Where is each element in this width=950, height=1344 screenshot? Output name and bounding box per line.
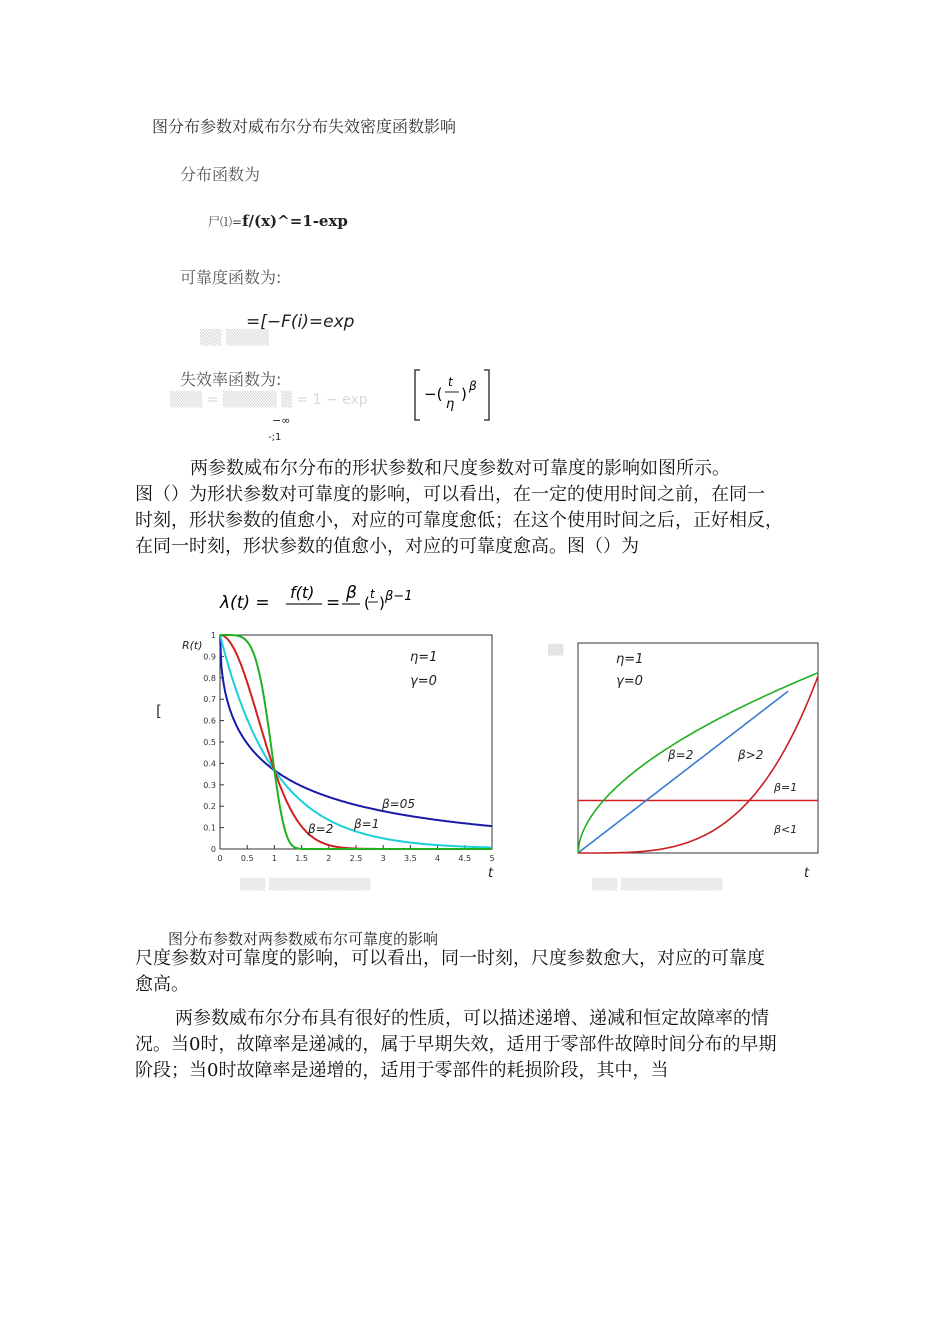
x-tick-label: 2.5 [349, 854, 363, 863]
x-axis-label: t [488, 866, 494, 881]
faded-subcaption-right: ▒▒▒ ▒▒▒▒▒▒▒▒▒▒▒▒ [592, 878, 723, 891]
svg-text:β: β [346, 583, 357, 603]
plot-frame [578, 643, 818, 853]
series-label: β<1 [774, 823, 798, 836]
x-tick-label: 0 [217, 854, 223, 863]
reliability-formula: =[−F(i)=exp [246, 312, 355, 332]
matrix-minus: −( [424, 385, 443, 403]
y-tick-label: 0.8 [203, 673, 216, 683]
svg-text:=: = [326, 593, 341, 613]
param-gamma: γ=0 [410, 674, 437, 689]
paragraph-4-line-2: 况。当0时，故障率是递减的，属于早期失效，适用于零部件故障时间分布的早期 [135, 1034, 777, 1055]
distribution-formula [208, 212, 348, 230]
lambda-formula [218, 578, 413, 622]
paragraph-1: 两参数威布尔分布的形状参数和尺度参数对可靠度的影响如图所示。 [190, 458, 730, 479]
faded-text-2: ▒▒▒ = ▒▒▒▒▒ ▒ = 1 − exp [170, 392, 368, 408]
bracket-mark: [ [156, 702, 162, 720]
reliability-chart [178, 625, 508, 885]
figure-caption-bottom: 图分布参数对两参数威布尔可靠度的影响 [168, 930, 439, 948]
y-axis-label-faded: ▒▒ [548, 645, 564, 656]
faded-text-1: ▒▒ ▒▒▒▒ [200, 330, 270, 346]
y-tick-label: 0.2 [203, 802, 216, 812]
y-tick-label: 0.4 [203, 759, 216, 769]
paragraph-4-line-1: 两参数威布尔分布具有很好的性质，可以描述递增、递减和恒定故障率的情 [175, 1008, 769, 1029]
svg-text:λ(t) =: λ(t) = [220, 593, 270, 613]
matrix-close: ) [461, 385, 467, 403]
paragraph-2-line-1: 图（）为形状参数对可靠度的影响，可以看出，在一定的使用时间之前，在同一 [135, 484, 765, 505]
x-tick-label: 0.5 [240, 854, 254, 863]
param-gamma: γ=0 [616, 674, 643, 689]
matrix-eta: η [446, 397, 455, 412]
paragraph-3-line-2: 愈高。 [135, 974, 189, 995]
series-label: β=05 [382, 797, 415, 811]
svg-text:(: ( [364, 594, 370, 612]
x-tick-label: 2 [326, 854, 332, 863]
paragraph-2-line-3: 在同一时刻，形状参数的值愈小，对应的可靠度愈高。图（）为 [135, 536, 639, 557]
x-tick-label: 4 [435, 854, 441, 863]
param-eta: η=1 [616, 652, 644, 667]
x-tick-label: 3 [380, 854, 386, 863]
small-mark: -;1 [268, 432, 282, 443]
formula-prefix: 尸⑴= [208, 215, 243, 229]
y-tick-label: 0.3 [203, 780, 216, 790]
x-tick-label: 1.5 [295, 854, 308, 863]
x-axis-label: t [804, 866, 810, 881]
series-label: β=1 [354, 817, 380, 831]
series-label: β=2 [668, 748, 694, 762]
reliability-label: 可靠度函数为: [180, 268, 282, 287]
y-tick-label: 0.1 [203, 823, 216, 833]
svg-text:f(t): f(t) [290, 583, 315, 602]
svg-text:β−1: β−1 [385, 589, 413, 604]
series-label: β>2 [738, 748, 764, 762]
bracket-expression [412, 366, 492, 424]
figure-caption-top: 图分布参数对威布尔分布失效密度函数影响 [152, 117, 457, 136]
svg-text:): ) [379, 594, 385, 612]
param-eta: η=1 [410, 650, 438, 665]
paragraph-4-line-3: 阶段；当0时故障率是递增的，适用于零部件的耗损阶段，其中，当 [135, 1060, 669, 1081]
neg-infinity: −∞ [272, 414, 291, 427]
x-tick-label: 3.5 [404, 854, 417, 863]
y-axis-label: R(t) [182, 639, 203, 652]
y-tick-label: 1 [210, 631, 216, 640]
y-tick-label: 0.5 [203, 738, 216, 747]
failure-rate-chart [540, 625, 830, 890]
x-tick-label: 5 [489, 854, 495, 863]
distribution-label: 分布函数为 [180, 165, 261, 184]
matrix-beta: β [469, 379, 477, 393]
paragraph-2-line-2: 时刻，形状参数的值愈小，对应的可靠度愈低；在这个使用时间之后，正好相反， [135, 510, 783, 531]
y-tick-label: 0.6 [203, 716, 216, 726]
series-line [220, 635, 492, 826]
series-line [220, 635, 492, 848]
series-line [578, 691, 788, 853]
matrix-t: t [448, 375, 453, 389]
faded-subcaption-left: ▒▒▒ ▒▒▒▒▒▒▒▒▒▒▒▒ [240, 878, 371, 891]
x-tick-label: 4.5 [458, 854, 472, 863]
y-tick-label: 0 [210, 845, 216, 854]
paragraph-3-line-1: 尺度参数对可靠度的影响，可以看出，同一时刻，尺度参数愈大，对应的可靠度 [135, 948, 765, 969]
x-tick-label: 1 [271, 854, 277, 863]
formula-body: f/(x)^=1-exp [242, 212, 348, 230]
y-tick-label: 0.7 [203, 695, 216, 705]
failure-rate-label: 失效率函数为: [180, 370, 282, 389]
y-tick-label: 0.9 [203, 652, 216, 662]
series-label: β=2 [308, 822, 334, 836]
svg-text:t: t [370, 587, 375, 601]
series-label: β=1 [774, 781, 798, 794]
